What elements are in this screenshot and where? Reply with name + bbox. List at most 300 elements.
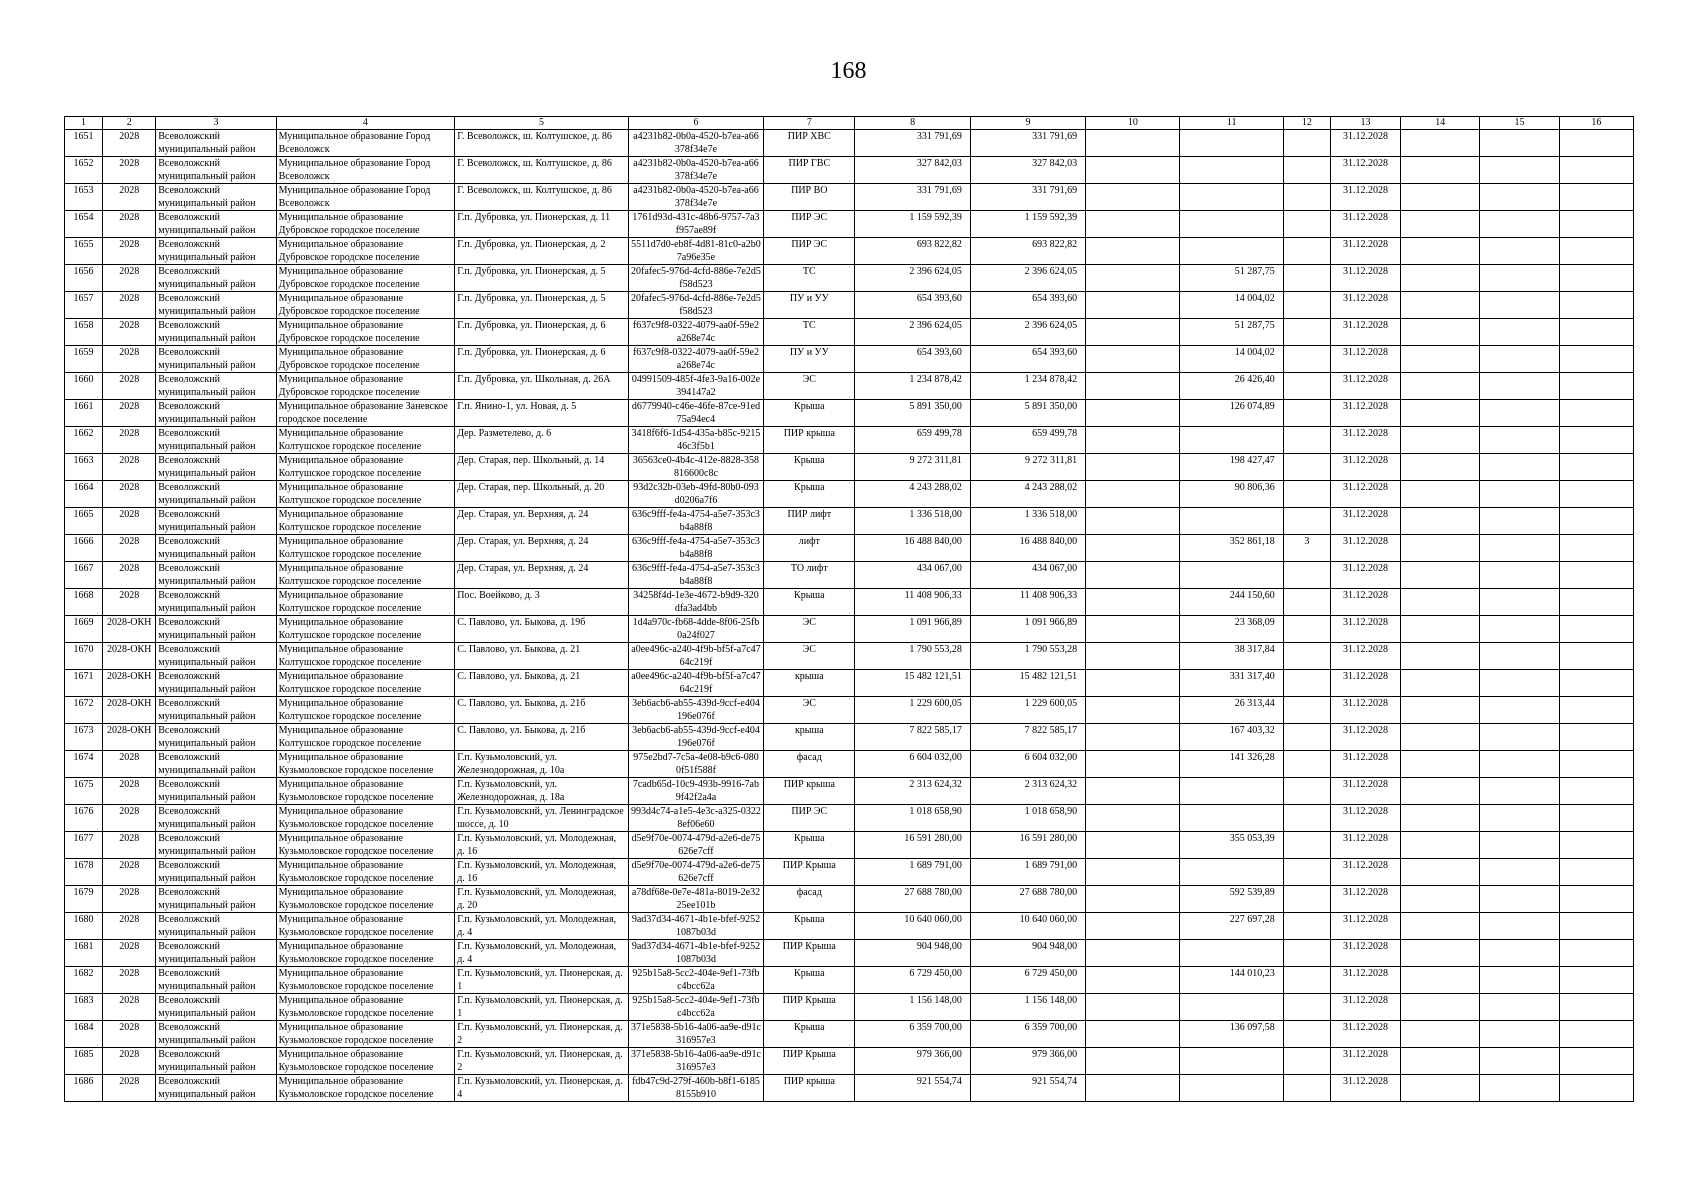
col14-cell <box>1401 967 1480 994</box>
municipality-cell: Муниципальное образование Дубровское городское поселение <box>276 265 455 292</box>
address-cell: Г.п. Кузьмоловский, ул. Молодежная, д. 16 <box>455 832 629 859</box>
col12-cell <box>1283 967 1330 994</box>
col12-cell <box>1283 400 1330 427</box>
col14-cell <box>1401 211 1480 238</box>
district-cell: Всеволожский муниципальный район <box>156 184 276 211</box>
cost-total-cell: 1 234 878,42 <box>970 373 1085 400</box>
col10-cell <box>1086 832 1180 859</box>
col12-cell <box>1283 1075 1330 1102</box>
district-cell: Всеволожский муниципальный район <box>156 643 276 670</box>
district-cell: Всеволожский муниципальный район <box>156 562 276 589</box>
col15-cell <box>1480 859 1559 886</box>
municipality-cell: Муниципальное образование Колтушское городское поселение <box>276 643 455 670</box>
year-cell: 2028-ОКН <box>103 724 156 751</box>
column-header-15: 15 <box>1480 117 1559 130</box>
col11-cell <box>1180 130 1283 157</box>
cost-cell: 654 393,60 <box>855 292 970 319</box>
year-cell: 2028 <box>103 400 156 427</box>
col10-cell <box>1086 994 1180 1021</box>
address-cell: Г.п. Дубровка, ул. Пионерская, д. 5 <box>455 265 629 292</box>
col10-cell <box>1086 292 1180 319</box>
col10-cell <box>1086 184 1180 211</box>
work-type-cell: ПИР крыша <box>764 1075 855 1102</box>
house-guid-cell: 3418f6f6-1d54-435a-b85c-921546c3f5b1 <box>628 427 763 454</box>
deadline-cell: 31.12.2028 <box>1330 778 1400 805</box>
deadline-cell: 31.12.2028 <box>1330 643 1400 670</box>
col10-cell <box>1086 157 1180 184</box>
address-cell: Г. Всеволожск, ш. Колтушское, д. 86 <box>455 184 629 211</box>
col10-cell <box>1086 643 1180 670</box>
year-cell: 2028 <box>103 319 156 346</box>
deadline-cell: 31.12.2028 <box>1330 1021 1400 1048</box>
col15-cell <box>1480 481 1559 508</box>
table-row <box>65 1075 1634 1102</box>
district-cell: Всеволожский муниципальный район <box>156 238 276 265</box>
cost-total-cell: 979 366,00 <box>970 1048 1085 1075</box>
address-cell: Дер. Старая, ул. Верхняя, д. 24 <box>455 535 629 562</box>
work-type-cell: ТС <box>764 319 855 346</box>
municipality-cell: Муниципальное образование Кузьмоловское городское поселение <box>276 967 455 994</box>
col10-cell <box>1086 346 1180 373</box>
house-guid-cell: 993d4c74-a1e5-4e3c-a325-03228ef06e60 <box>628 805 763 832</box>
work-type-cell: ПИР лифт <box>764 508 855 535</box>
cost-cell: 5 891 350,00 <box>855 400 970 427</box>
col12-cell <box>1283 1021 1330 1048</box>
district-cell: Всеволожский муниципальный район <box>156 535 276 562</box>
cost-cell: 1 091 966,89 <box>855 616 970 643</box>
col11-cell: 592 539,89 <box>1180 886 1283 913</box>
year-cell: 2028 <box>103 184 156 211</box>
col11-cell: 90 806,36 <box>1180 481 1283 508</box>
cost-cell: 327 842,03 <box>855 157 970 184</box>
year-cell: 2028 <box>103 967 156 994</box>
col12-cell <box>1283 319 1330 346</box>
col16-cell <box>1559 265 1633 292</box>
work-type-cell: ТО лифт <box>764 562 855 589</box>
col15-cell <box>1480 427 1559 454</box>
deadline-cell: 31.12.2028 <box>1330 157 1400 184</box>
table-row <box>65 562 1634 589</box>
table-row <box>65 373 1634 400</box>
cost-cell: 10 640 060,00 <box>855 913 970 940</box>
year-cell: 2028-ОКН <box>103 616 156 643</box>
table-row <box>65 427 1634 454</box>
col16-cell <box>1559 886 1633 913</box>
col10-cell <box>1086 1075 1180 1102</box>
year-cell: 2028 <box>103 292 156 319</box>
col16-cell <box>1559 724 1633 751</box>
col14-cell <box>1401 130 1480 157</box>
col10-cell <box>1086 940 1180 967</box>
row-number: 1676 <box>65 805 103 832</box>
address-cell: Г.п. Кузьмоловский, ул. Ленинградское шоссе, д. 10 <box>455 805 629 832</box>
col14-cell <box>1401 346 1480 373</box>
col16-cell <box>1559 859 1633 886</box>
col16-cell <box>1559 535 1633 562</box>
col11-cell: 227 697,28 <box>1180 913 1283 940</box>
deadline-cell: 31.12.2028 <box>1330 427 1400 454</box>
district-cell: Всеволожский муниципальный район <box>156 616 276 643</box>
row-number: 1657 <box>65 292 103 319</box>
house-guid-cell: f637c9f8-0322-4079-aa0f-59e2a268e74c <box>628 319 763 346</box>
col11-cell: 331 317,40 <box>1180 670 1283 697</box>
cost-total-cell: 6 359 700,00 <box>970 1021 1085 1048</box>
house-guid-cell: 371e5838-5b16-4a06-aa9e-d91c316957e3 <box>628 1021 763 1048</box>
municipality-cell: Муниципальное образование Дубровское городское поселение <box>276 346 455 373</box>
deadline-cell: 31.12.2028 <box>1330 292 1400 319</box>
municipality-cell: Муниципальное образование Колтушское городское поселение <box>276 697 455 724</box>
address-cell: Дер. Старая, ул. Верхняя, д. 24 <box>455 508 629 535</box>
col11-cell <box>1180 805 1283 832</box>
col11-cell <box>1180 184 1283 211</box>
col11-cell: 23 368,09 <box>1180 616 1283 643</box>
year-cell: 2028 <box>103 481 156 508</box>
col12-cell <box>1283 697 1330 724</box>
col15-cell <box>1480 778 1559 805</box>
col12-cell <box>1283 454 1330 481</box>
cost-cell: 6 604 032,00 <box>855 751 970 778</box>
col11-cell: 198 427,47 <box>1180 454 1283 481</box>
col16-cell <box>1559 697 1633 724</box>
col14-cell <box>1401 697 1480 724</box>
row-number: 1680 <box>65 913 103 940</box>
col10-cell <box>1086 454 1180 481</box>
address-cell: С. Павлово, ул. Быкова, д. 19б <box>455 616 629 643</box>
cost-total-cell: 9 272 311,81 <box>970 454 1085 481</box>
work-type-cell: ПИР крыша <box>764 427 855 454</box>
deadline-cell: 31.12.2028 <box>1330 859 1400 886</box>
col16-cell <box>1559 454 1633 481</box>
address-cell: Г.п. Дубровка, ул. Пионерская, д. 6 <box>455 319 629 346</box>
col15-cell <box>1480 535 1559 562</box>
work-type-cell: Крыша <box>764 589 855 616</box>
work-type-cell: лифт <box>764 535 855 562</box>
district-cell: Всеволожский муниципальный район <box>156 1048 276 1075</box>
district-cell: Всеволожский муниципальный район <box>156 481 276 508</box>
work-type-cell: ЭС <box>764 643 855 670</box>
cost-total-cell: 654 393,60 <box>970 346 1085 373</box>
col12-cell <box>1283 238 1330 265</box>
col11-cell: 244 150,60 <box>1180 589 1283 616</box>
col11-cell <box>1180 562 1283 589</box>
address-cell: С. Павлово, ул. Быкова, д. 21 <box>455 643 629 670</box>
row-number: 1679 <box>65 886 103 913</box>
address-cell: Г.п. Дубровка, ул. Пионерская, д. 5 <box>455 292 629 319</box>
deadline-cell: 31.12.2028 <box>1330 589 1400 616</box>
municipality-cell: Муниципальное образование Кузьмоловское городское поселение <box>276 913 455 940</box>
col10-cell <box>1086 562 1180 589</box>
address-cell: Г.п. Кузьмоловский, ул. Пионерская, д. 4 <box>455 1075 629 1102</box>
col11-cell <box>1180 238 1283 265</box>
district-cell: Всеволожский муниципальный район <box>156 1021 276 1048</box>
address-cell: Г.п. Кузьмоловский, ул. Пионерская, д. 2 <box>455 1021 629 1048</box>
work-type-cell: Крыша <box>764 913 855 940</box>
column-header-3: 3 <box>156 117 276 130</box>
cost-total-cell: 4 243 288,02 <box>970 481 1085 508</box>
col14-cell <box>1401 427 1480 454</box>
year-cell: 2028 <box>103 778 156 805</box>
table-row <box>65 751 1634 778</box>
deadline-cell: 31.12.2028 <box>1330 913 1400 940</box>
cost-cell: 904 948,00 <box>855 940 970 967</box>
col11-cell <box>1180 994 1283 1021</box>
deadline-cell: 31.12.2028 <box>1330 1048 1400 1075</box>
house-guid-cell: 371e5838-5b16-4a06-aa9e-d91c316957e3 <box>628 1048 763 1075</box>
district-cell: Всеволожский муниципальный район <box>156 130 276 157</box>
column-header-12: 12 <box>1283 117 1330 130</box>
col11-cell: 352 861,18 <box>1180 535 1283 562</box>
col12-cell <box>1283 211 1330 238</box>
col11-cell: 51 287,75 <box>1180 319 1283 346</box>
table-row <box>65 859 1634 886</box>
year-cell: 2028 <box>103 1075 156 1102</box>
address-cell: Дер. Старая, ул. Верхняя, д. 24 <box>455 562 629 589</box>
col11-cell: 51 287,75 <box>1180 265 1283 292</box>
municipality-cell: Муниципальное образование Кузьмоловское городское поселение <box>276 940 455 967</box>
deadline-cell: 31.12.2028 <box>1330 670 1400 697</box>
address-cell: Г.п. Дубровка, ул. Школьная, д. 26А <box>455 373 629 400</box>
table-row <box>65 805 1634 832</box>
col14-cell <box>1401 562 1480 589</box>
col10-cell <box>1086 589 1180 616</box>
year-cell: 2028 <box>103 427 156 454</box>
col16-cell <box>1559 1075 1633 1102</box>
cost-total-cell: 654 393,60 <box>970 292 1085 319</box>
col12-cell <box>1283 1048 1330 1075</box>
deadline-cell: 31.12.2028 <box>1330 994 1400 1021</box>
col16-cell <box>1559 319 1633 346</box>
col12-cell <box>1283 616 1330 643</box>
municipality-cell: Муниципальное образование Дубровское городское поселение <box>276 211 455 238</box>
row-number: 1677 <box>65 832 103 859</box>
house-guid-cell: d5e9f70e-0074-479d-a2e6-de75626e7cff <box>628 832 763 859</box>
col12-cell <box>1283 832 1330 859</box>
address-cell: Дер. Старая, пер. Школьный, д. 14 <box>455 454 629 481</box>
house-guid-cell: d5e9f70e-0074-479d-a2e6-de75626e7cff <box>628 859 763 886</box>
col12-cell <box>1283 670 1330 697</box>
district-cell: Всеволожский муниципальный район <box>156 157 276 184</box>
col15-cell <box>1480 1021 1559 1048</box>
col12-cell <box>1283 913 1330 940</box>
district-cell: Всеволожский муниципальный район <box>156 346 276 373</box>
municipality-cell: Муниципальное образование Дубровское городское поселение <box>276 238 455 265</box>
col14-cell <box>1401 670 1480 697</box>
year-cell: 2028 <box>103 157 156 184</box>
district-cell: Всеволожский муниципальный район <box>156 319 276 346</box>
col15-cell <box>1480 616 1559 643</box>
col10-cell <box>1086 535 1180 562</box>
row-number: 1660 <box>65 373 103 400</box>
column-header-16: 16 <box>1559 117 1633 130</box>
year-cell: 2028 <box>103 346 156 373</box>
col16-cell <box>1559 157 1633 184</box>
col15-cell <box>1480 454 1559 481</box>
col10-cell <box>1086 481 1180 508</box>
municipality-cell: Муниципальное образование Колтушское городское поселение <box>276 589 455 616</box>
address-cell: Г.п. Дубровка, ул. Пионерская, д. 11 <box>455 211 629 238</box>
col12-cell <box>1283 994 1330 1021</box>
row-number: 1662 <box>65 427 103 454</box>
col11-cell <box>1180 1048 1283 1075</box>
deadline-cell: 31.12.2028 <box>1330 238 1400 265</box>
col10-cell <box>1086 805 1180 832</box>
col15-cell <box>1480 319 1559 346</box>
house-guid-cell: a0ee496c-a240-4f9b-bf5f-a7c4764c219f <box>628 643 763 670</box>
table-row <box>65 481 1634 508</box>
col14-cell <box>1401 994 1480 1021</box>
work-type-cell: Крыша <box>764 400 855 427</box>
district-cell: Всеволожский муниципальный район <box>156 751 276 778</box>
col11-cell <box>1180 211 1283 238</box>
col14-cell <box>1401 859 1480 886</box>
col16-cell <box>1559 238 1633 265</box>
deadline-cell: 31.12.2028 <box>1330 751 1400 778</box>
col15-cell <box>1480 670 1559 697</box>
table-row <box>65 400 1634 427</box>
district-cell: Всеволожский муниципальный район <box>156 1075 276 1102</box>
municipality-cell: Муниципальное образование Кузьмоловское городское поселение <box>276 1021 455 1048</box>
cost-total-cell: 1 790 553,28 <box>970 643 1085 670</box>
cost-total-cell: 6 729 450,00 <box>970 967 1085 994</box>
col16-cell <box>1559 481 1633 508</box>
deadline-cell: 31.12.2028 <box>1330 481 1400 508</box>
col11-cell <box>1180 1075 1283 1102</box>
cost-cell: 2 313 624,32 <box>855 778 970 805</box>
deadline-cell: 31.12.2028 <box>1330 697 1400 724</box>
row-number: 1681 <box>65 940 103 967</box>
address-cell: Г.п. Кузьмоловский, ул. Пионерская, д. 2 <box>455 1048 629 1075</box>
table-row <box>65 1021 1634 1048</box>
municipality-cell: Муниципальное образование Кузьмоловское городское поселение <box>276 859 455 886</box>
row-number: 1671 <box>65 670 103 697</box>
year-cell: 2028 <box>103 859 156 886</box>
district-cell: Всеволожский муниципальный район <box>156 778 276 805</box>
municipality-cell: Муниципальное образование Колтушское городское поселение <box>276 481 455 508</box>
year-cell: 2028 <box>103 535 156 562</box>
cost-total-cell: 2 396 624,05 <box>970 319 1085 346</box>
col16-cell <box>1559 940 1633 967</box>
col10-cell <box>1086 886 1180 913</box>
deadline-cell: 31.12.2028 <box>1330 319 1400 346</box>
col16-cell <box>1559 562 1633 589</box>
col14-cell <box>1401 373 1480 400</box>
municipality-cell: Муниципальное образование Кузьмоловское городское поселение <box>276 832 455 859</box>
col15-cell <box>1480 211 1559 238</box>
col12-cell <box>1283 778 1330 805</box>
cost-total-cell: 5 891 350,00 <box>970 400 1085 427</box>
cost-cell: 1 689 791,00 <box>855 859 970 886</box>
table-row <box>65 589 1634 616</box>
col14-cell <box>1401 157 1480 184</box>
col10-cell <box>1086 967 1180 994</box>
municipality-cell: Муниципальное образование Колтушское городское поселение <box>276 616 455 643</box>
col15-cell <box>1480 994 1559 1021</box>
municipality-cell: Муниципальное образование Колтушское городское поселение <box>276 454 455 481</box>
column-header-8: 8 <box>855 117 970 130</box>
table-row <box>65 292 1634 319</box>
row-number: 1666 <box>65 535 103 562</box>
house-guid-cell: d6779940-c46e-46fe-87ce-91ed75a94ec4 <box>628 400 763 427</box>
col16-cell <box>1559 832 1633 859</box>
row-number: 1674 <box>65 751 103 778</box>
col15-cell <box>1480 886 1559 913</box>
house-guid-cell: a4231b82-0b0a-4520-b7ea-a66378f34e7e <box>628 184 763 211</box>
col16-cell <box>1559 292 1633 319</box>
address-cell: Г.п. Кузьмоловский, ул. Пионерская, д. 1 <box>455 967 629 994</box>
cost-cell: 1 790 553,28 <box>855 643 970 670</box>
district-cell: Всеволожский муниципальный район <box>156 697 276 724</box>
col10-cell <box>1086 859 1180 886</box>
house-guid-cell: fdb47c9d-279f-460b-b8f1-61858155b910 <box>628 1075 763 1102</box>
work-type-cell: ПУ и УУ <box>764 292 855 319</box>
col16-cell <box>1559 1048 1633 1075</box>
work-type-cell: фасад <box>764 886 855 913</box>
municipality-cell: Муниципальное образование Дубровское городское поселение <box>276 319 455 346</box>
col14-cell <box>1401 832 1480 859</box>
district-cell: Всеволожский муниципальный район <box>156 724 276 751</box>
work-type-cell: Крыша <box>764 1021 855 1048</box>
col14-cell <box>1401 184 1480 211</box>
row-number: 1673 <box>65 724 103 751</box>
col10-cell <box>1086 616 1180 643</box>
col14-cell <box>1401 913 1480 940</box>
house-guid-cell: a4231b82-0b0a-4520-b7ea-a66378f34e7e <box>628 130 763 157</box>
col11-cell: 38 317,84 <box>1180 643 1283 670</box>
year-cell: 2028 <box>103 913 156 940</box>
table-row <box>65 184 1634 211</box>
municipality-cell: Муниципальное образование Колтушское городское поселение <box>276 535 455 562</box>
work-type-cell: ПИР ХВС <box>764 130 855 157</box>
work-type-cell: ТС <box>764 265 855 292</box>
year-cell: 2028 <box>103 1048 156 1075</box>
cost-total-cell: 16 591 280,00 <box>970 832 1085 859</box>
row-number: 1659 <box>65 346 103 373</box>
cost-cell: 15 482 121,51 <box>855 670 970 697</box>
cost-cell: 4 243 288,02 <box>855 481 970 508</box>
row-number: 1672 <box>65 697 103 724</box>
table-row <box>65 238 1634 265</box>
row-number: 1661 <box>65 400 103 427</box>
row-number: 1675 <box>65 778 103 805</box>
col14-cell <box>1401 886 1480 913</box>
year-cell: 2028-ОКН <box>103 697 156 724</box>
work-type-cell: ЭС <box>764 373 855 400</box>
col14-cell <box>1401 805 1480 832</box>
address-cell: Г.п. Янино-1, ул. Новая, д. 5 <box>455 400 629 427</box>
address-cell: Г. Всеволожск, ш. Колтушское, д. 86 <box>455 130 629 157</box>
house-guid-cell: a78df68e-0e7e-481a-8019-2e3225ee101b <box>628 886 763 913</box>
deadline-cell: 31.12.2028 <box>1330 265 1400 292</box>
deadline-cell: 31.12.2028 <box>1330 940 1400 967</box>
district-cell: Всеволожский муниципальный район <box>156 373 276 400</box>
house-guid-cell: 975e2bd7-7c5a-4e08-b9c6-0800f51f588f <box>628 751 763 778</box>
col11-cell: 14 004,02 <box>1180 346 1283 373</box>
col10-cell <box>1086 319 1180 346</box>
work-type-cell: ПИР ЭС <box>764 211 855 238</box>
cost-cell: 331 791,69 <box>855 184 970 211</box>
address-cell: Г.п. Кузьмоловский, ул. Молодежная, д. 20 <box>455 886 629 913</box>
row-number: 1686 <box>65 1075 103 1102</box>
year-cell: 2028 <box>103 886 156 913</box>
cost-total-cell: 1 091 966,89 <box>970 616 1085 643</box>
address-cell: Г.п. Кузьмоловский, ул. Железнодорожная, д. 18а <box>455 778 629 805</box>
district-cell: Всеволожский муниципальный район <box>156 832 276 859</box>
municipality-cell: Муниципальное образование Колтушское городское поселение <box>276 562 455 589</box>
col15-cell <box>1480 1075 1559 1102</box>
col11-cell <box>1180 940 1283 967</box>
col15-cell <box>1480 913 1559 940</box>
table-row <box>65 346 1634 373</box>
